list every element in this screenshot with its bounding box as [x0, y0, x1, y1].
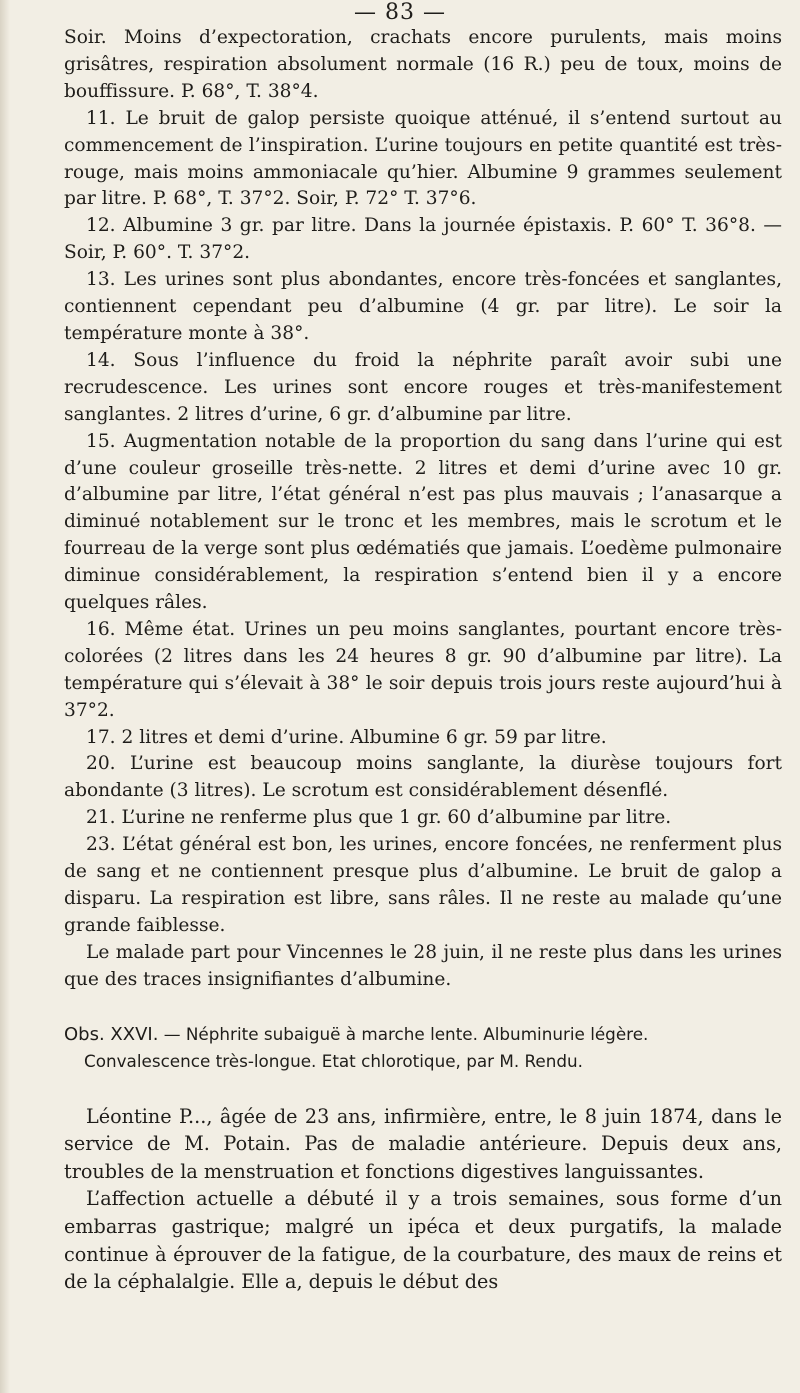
page-number: — 83 —	[354, 0, 446, 25]
section-gap	[64, 994, 782, 1021]
paragraph-day-23: 23. L’état général est bon, les urines, encore foncées, ne renferment plus de sang et ne contiennent presque plus d’albumine. Le bruit de galop a disparu. La respiration est libre, sans râles. Il ne reste au malade qu’une grande faiblesse.	[64, 834, 782, 936]
observation-label: Obs. XXVI.	[64, 1023, 159, 1045]
paragraph-day-20: 20. L’urine est beaucoup moins sanglante, la diurèse toujours fort abondante (3 litres). Le scrotum est considérablement désenflé.	[64, 753, 782, 802]
paragraph-day-21: 21. L’urine ne renferme plus que 1 gr. 60 d’albumine par litre.	[86, 807, 672, 829]
case-paragraph-admission: Léontine P..., âgée de 23 ans, infirmière, entre, le 8 juin 1874, dans le service de M. Potain. Pas de maladie antérieure. Depuis deux ans, troubles de la menstruation et fonctions digestives languissantes.	[64, 1104, 782, 1183]
section-gap-small	[64, 1075, 782, 1103]
case-report	[64, 1103, 782, 1296]
case-paragraph-onset: L’affection actuelle a débuté il y a trois semaines, sous forme d’un embarras gastrique; malgré un ipéca et deux purgatifs, la malade continue à éprouver de la fatigue, de la courbature, des maux de reins et de la céphalalgie. Elle a, depuis le début des	[64, 1187, 782, 1294]
paragraph-day-15: 15. Augmentation notable de la proportion du sang dans l’urine qui est d’une couleur groseille très-nette. 2 litres et demi d’urine avec 10 gr. d’albumine par litre, l’état général n’est pas plus mauvais ; l’anasarque a diminué notablement sur le tronc et les membres, mais le scrotum et le fourreau de la verge sont plus œdématiés que jamais. L’oedème pulmonaire diminue considérablement, la respiration s’entend bien il y a encore quelques râles.	[64, 430, 782, 614]
paragraph-day-11: 11. Le bruit de galop persiste quoique atténué, il s’entend surtout au commencement de l’inspiration. L’urine toujours en petite quantité est très-rouge, mais moins ammoniacale qu’hier. Albumine 9 grammes seulement par litre. P. 68°, T. 37°2. Soir, P. 72° T. 37°6.	[64, 107, 782, 210]
paragraph-day-17: 17. 2 litres et demi d’urine. Albumine 6 gr. 59 par litre.	[86, 726, 607, 748]
observation-title: — Néphrite subaiguë à marche lente. Albuminurie légère.	[163, 1023, 649, 1044]
page-edge-shadow	[0, 0, 10, 1393]
paragraph-day-13: 13. Les urines sont plus abondantes, encore très-foncées et sanglantes, contiennent cependant peu d’albumine (4 gr. par litre). Le soir la température monte à 38°.	[64, 269, 782, 344]
paragraph-soir: Soir. Moins d’expectoration, crachats encore purulents, mais moins grisâtres, respiration absolument normale (16 R.) peu de toux, moins de bouffissure. P. 68°, T. 38°4.	[64, 27, 782, 102]
paragraph-day-16: 16. Même état. Urines un peu moins sanglantes, pourtant encore très-colorées (2 litres dans les 24 heures 8 gr. 90 d’albumine par litre). La température qui s’élevait à 38° le soir depuis trois jours reste aujourd’hui à 37°2.	[64, 618, 782, 721]
paragraph-departure: Le malade part pour Vincennes le 28 juin, il ne reste plus dans les urines que des traces insignifiantes d’albumine.	[64, 941, 782, 990]
paragraph-day-14: 14. Sous l’influence du froid la néphrite paraît avoir subi une recrudescence. Les urines sont encore rouges et très-manifestement sanglantes. 2 litres d’urine, 6 gr. d’albumine par litre.	[64, 349, 782, 425]
page-body	[64, 25, 782, 1296]
observation-heading	[64, 1021, 782, 1049]
observation-subtitle: Convalescence très-longue. Etat chlorotique, par M. Rendu.	[84, 1051, 584, 1072]
paragraph-day-12: 12. Albumine 3 gr. par litre. Dans la journée épistaxis. P. 60° T. 36°8. — Soir, P. 60°. T. 37°2.	[64, 215, 782, 264]
